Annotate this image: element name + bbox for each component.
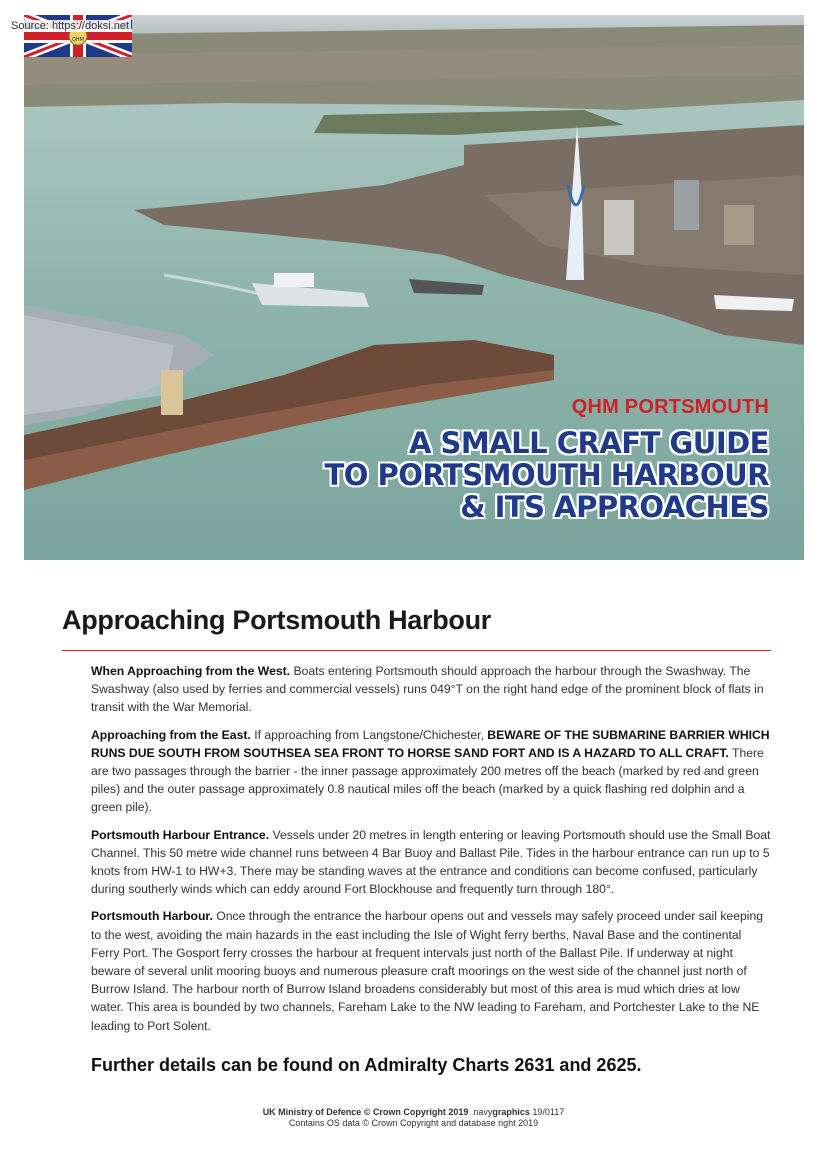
hero-banner [24, 15, 804, 560]
guide-title [324, 427, 769, 523]
footer-copyright: UK Ministry of Defence © Crown Copyright 2019 [262, 1107, 469, 1117]
footer-ref: 19/0117 [532, 1107, 565, 1117]
guide-body [91, 662, 771, 1044]
paragraph-lead: When Approaching from the West. [91, 664, 291, 678]
section-divider [62, 650, 771, 651]
source-label: Source: https://doksi.net [11, 20, 130, 32]
footer [0, 1107, 827, 1129]
warning-text: BEWARE OF THE SUBMARINE BARRIER WHICH RUNS DUE SOUTH FROM SOUTHSEA SEA FRONT TO HORSE SAND FORT AND IS A HAZARD TO ALL CRAFT. [91, 727, 770, 760]
paragraph-text: Vessels under 20 metres in length entering or leaving Portsmouth should use the Small Boat Channel. This 50 metre wide channel runs between 4 Bar Buoy and Ballast Pile. Tides in the harbour entrance can run up to 5 knots from HW-1 to HW+3. There may be standing waves at the entrance and conditions can become confused, particularly during southerly winds which can eddy around Fort Blockhouse and frequently turn through 180°. [91, 827, 771, 897]
paragraph-entrance [91, 826, 771, 899]
further-details: Further details can be found on Admiralty Charts 2631 and 2625. [91, 1055, 642, 1075]
paragraph-lead: Portsmouth Harbour Entrance. [91, 827, 270, 842]
title-line: A SMALL CRAFT GUIDE [408, 426, 769, 460]
paragraph-harbour [91, 907, 771, 1034]
footer-line-2: Contains OS data © Crown Copyright and database right 2019 [288, 1118, 539, 1128]
org-name: QHM PORTSMOUTH [571, 396, 769, 418]
paragraph-lead: Approaching from the East. [91, 727, 251, 742]
title-line: & ITS APPROACHES [460, 490, 769, 524]
paragraph-lead: Portsmouth Harbour. [91, 909, 213, 924]
paragraph-text: There are two passages through the barrier - the inner passage approximately 200 metres off the beach (marked by red and green piles) and the outer passage approximately 0.8 nautical miles off the beach (marked by a quick flashing red dolphin and a green pile). [91, 745, 764, 815]
paragraph-east [91, 726, 771, 817]
section-title: Approaching Portsmouth Harbour [62, 605, 491, 635]
paragraph-west [91, 662, 771, 717]
title-line: TO PORTSMOUTH HARBOUR [324, 458, 769, 492]
paragraph-text: If approaching from Langstone/Chichester, [250, 727, 488, 742]
paragraph-text: Boats entering Portsmouth should approach the harbour through the Swashway. The Swashway (also used by ferries and commercial vessels) runs 049°T on the right hand edge of the prominent block of flats in transit with the War Memorial. [91, 664, 764, 715]
footer-brand-prefix: navy [473, 1107, 493, 1117]
footer-line-1 [0, 1107, 827, 1118]
flag-badge-text: QHM [71, 37, 85, 43]
paragraph-text: Once through the entrance the harbour opens out and vessels may safely proceed under sail keeping to the west, avoiding the main hazards in the east including the Isle of Wight ferry berths, Naval Base and the continental Ferry Port. The Gosport ferry crosses the harbour at frequent intervals just north of the Ballast Pile. If underway at night beware of several unlit mooring buoys and numerous pleasure craft moorings on the west side of the channel just north of Burrow Island. The harbour north of Burrow Island broadens considerably but most of this area is mud which dries at low water. This area is bounded by two channels, Fareham Lake to the NW leading to Fareham, and Portchester Lake to the NE leading to Port Solent. [91, 909, 764, 1033]
footer-brand: graphics [492, 1107, 530, 1117]
